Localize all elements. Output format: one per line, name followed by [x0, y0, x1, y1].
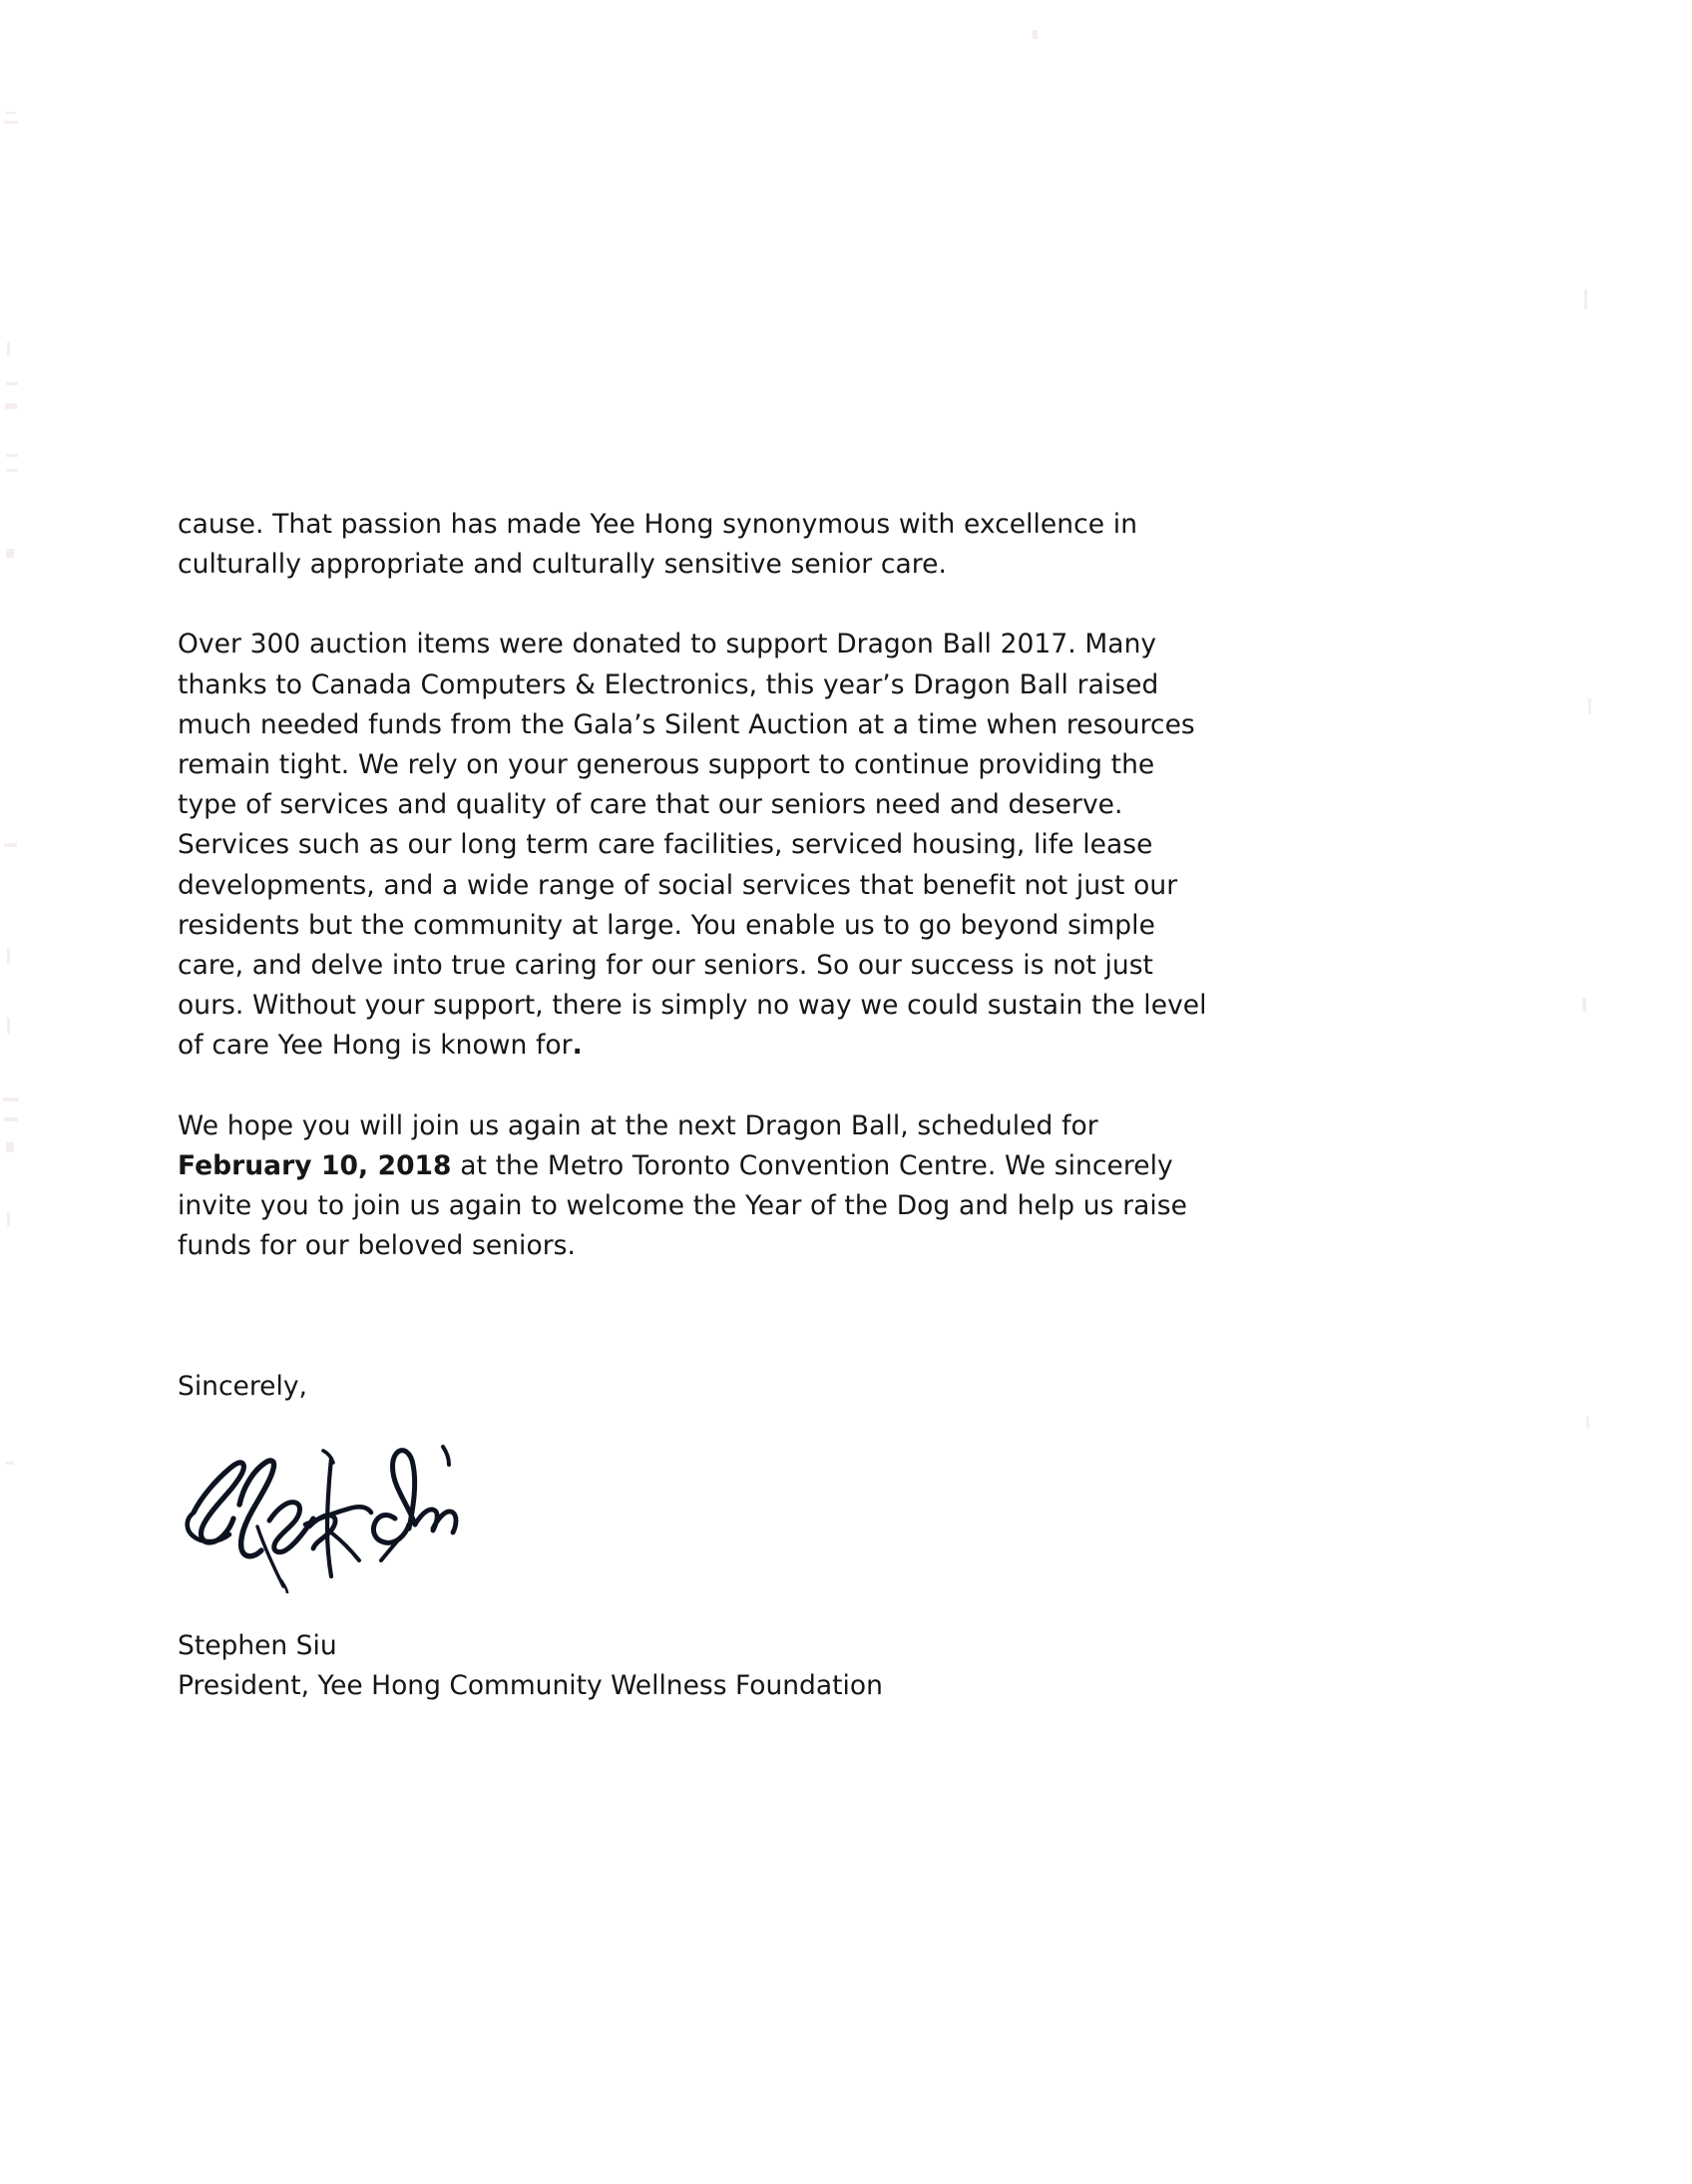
paragraph-2 — [178, 625, 1207, 1066]
scan-artifact — [5, 403, 17, 409]
scan-artifact — [6, 549, 14, 558]
scan-artifact — [1586, 1417, 1589, 1429]
next-event-date: February 10, 2018 — [178, 1149, 452, 1181]
scan-artifact — [1582, 998, 1586, 1012]
scan-artifact — [7, 1212, 10, 1226]
scan-artifact — [4, 843, 17, 847]
scan-artifact — [6, 112, 16, 114]
paragraph-3-lead: We hope you will join us again at the next Dragon Ball, scheduled for — [178, 1109, 1098, 1141]
signer-name: Stephen Siu — [178, 1630, 337, 1661]
scan-artifact — [7, 1018, 10, 1034]
scan-artifact — [7, 948, 10, 964]
scan-artifact — [5, 1462, 14, 1465]
letter-body — [178, 505, 1207, 1266]
signature-image — [182, 1409, 471, 1593]
scan-artifact — [4, 121, 18, 124]
scan-artifact — [7, 342, 10, 356]
paragraph-3 — [178, 1106, 1207, 1267]
paragraph-2-bold-period: . — [572, 1030, 583, 1062]
scan-artifact — [6, 469, 18, 472]
scan-artifact — [1033, 30, 1038, 39]
scan-artifact — [1584, 289, 1587, 309]
scan-artifact — [6, 454, 18, 457]
scan-artifact — [6, 1142, 14, 1152]
scan-artifact — [1588, 698, 1591, 714]
scan-artifact — [3, 1097, 19, 1101]
signer-block — [178, 1626, 1075, 1706]
closing-block — [178, 1367, 1075, 1407]
signer-title: President, Yee Hong Community Wellness Foundation — [178, 1670, 883, 1701]
paragraph-1: cause. That passion has made Yee Hong synonymous with excellence in culturally appropriate and culturally sensitive senior care. — [178, 509, 1138, 581]
scan-artifact — [4, 1117, 18, 1121]
paragraph-3-tail: at the Metro Toronto Convention Centre. We sincerely invite you to join us again to welcome the Year of the Dog and help us raise funds for our beloved seniors. — [178, 1149, 1188, 1262]
closing-salutation: Sincerely, — [178, 1371, 307, 1402]
paragraph-2-text: Over 300 auction items were donated to support Dragon Ball 2017. Many thanks to Canada Computers & Electronics, this year’s Dragon Ball raised much needed funds from the Gala’s Silent Auction at a time when resources remain tight. We rely on your generous support to continue providing the type of services and quality of care that our seniors need and deserve. Services such as our long term care facilities, serviced housing, life lease developments, and a wide range of social services that benefit not just our residents but the community at large. You enable us to go beyond simple care, and delve into true caring for our seniors. So our success is not just ours. Without your support, there is simply no way we could sustain the level of care Yee Hong is known for — [178, 629, 1207, 1062]
scan-artifact — [6, 382, 18, 385]
